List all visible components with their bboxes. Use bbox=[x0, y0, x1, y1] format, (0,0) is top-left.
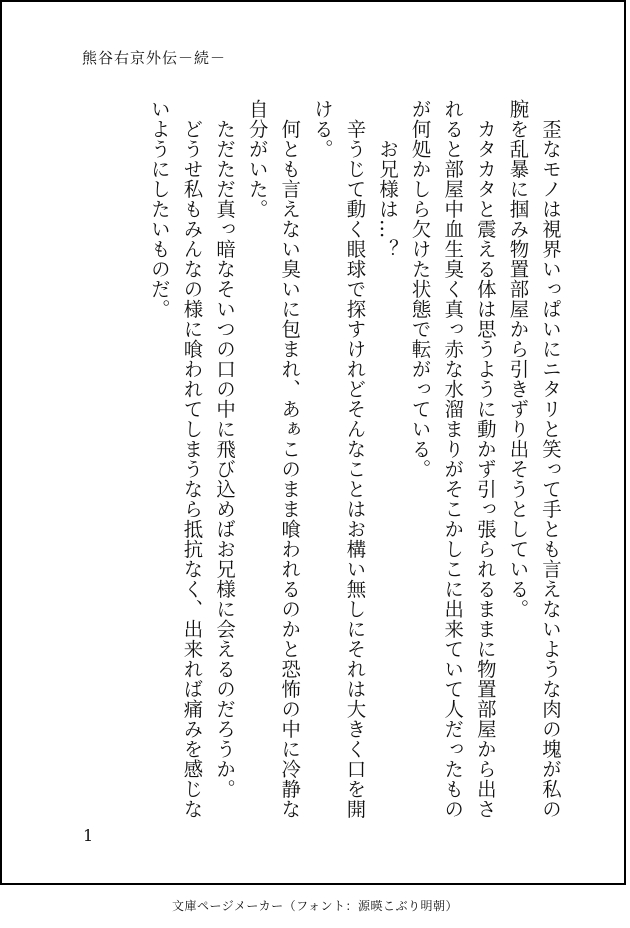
body-line: 自分がいた。 bbox=[245, 99, 269, 219]
footer-credit: 文庫ページメーカー（フォント：源暎こぶり明朝） bbox=[171, 899, 459, 913]
body-line: 腕を乱暴に掴み物置部屋から引きずり出そうとしている。 bbox=[506, 99, 530, 619]
body-line: 歪なモノは視界いっぱいにニタリと笑って手とも言えないような肉の塊が私の bbox=[539, 99, 562, 819]
body-line: が何処かしら欠けた状態で転がっている。 bbox=[408, 99, 432, 479]
body-line: いようにしたいものだ。 bbox=[147, 99, 171, 319]
body-line: ただただ真っ暗なそいつの口の中に飛び込めばお兄様に会えるのだろうか。 bbox=[213, 99, 237, 799]
story-body bbox=[142, 99, 566, 829]
page-number: 1 bbox=[83, 826, 94, 845]
story-title: 熊谷右京外伝－続－ bbox=[82, 49, 227, 67]
body-line: お兄様は…？ bbox=[376, 99, 400, 259]
body-line: 何とも言えない臭いに包まれ、あぁこのまま喰われるのかと恐怖の中に冷静な bbox=[278, 99, 302, 819]
body-line: ける。 bbox=[310, 99, 334, 159]
body-line: カタカタと震える体は思うように動かず引っ張られるままに物置部屋から出さ bbox=[473, 99, 497, 819]
body-line: どうせ私もみんなの様に喰われてしまうなら抵抗なく、出来れば痛みを感じな bbox=[180, 99, 204, 819]
body-line: 辛うじて動く眼球で探すけれどそんなことはお構い無しにそれは大きく口を開 bbox=[343, 99, 367, 819]
body-line: れると部屋中血生臭く真っ赤な水溜まりがそこかしこに出来ていて人だったもの bbox=[441, 99, 465, 819]
